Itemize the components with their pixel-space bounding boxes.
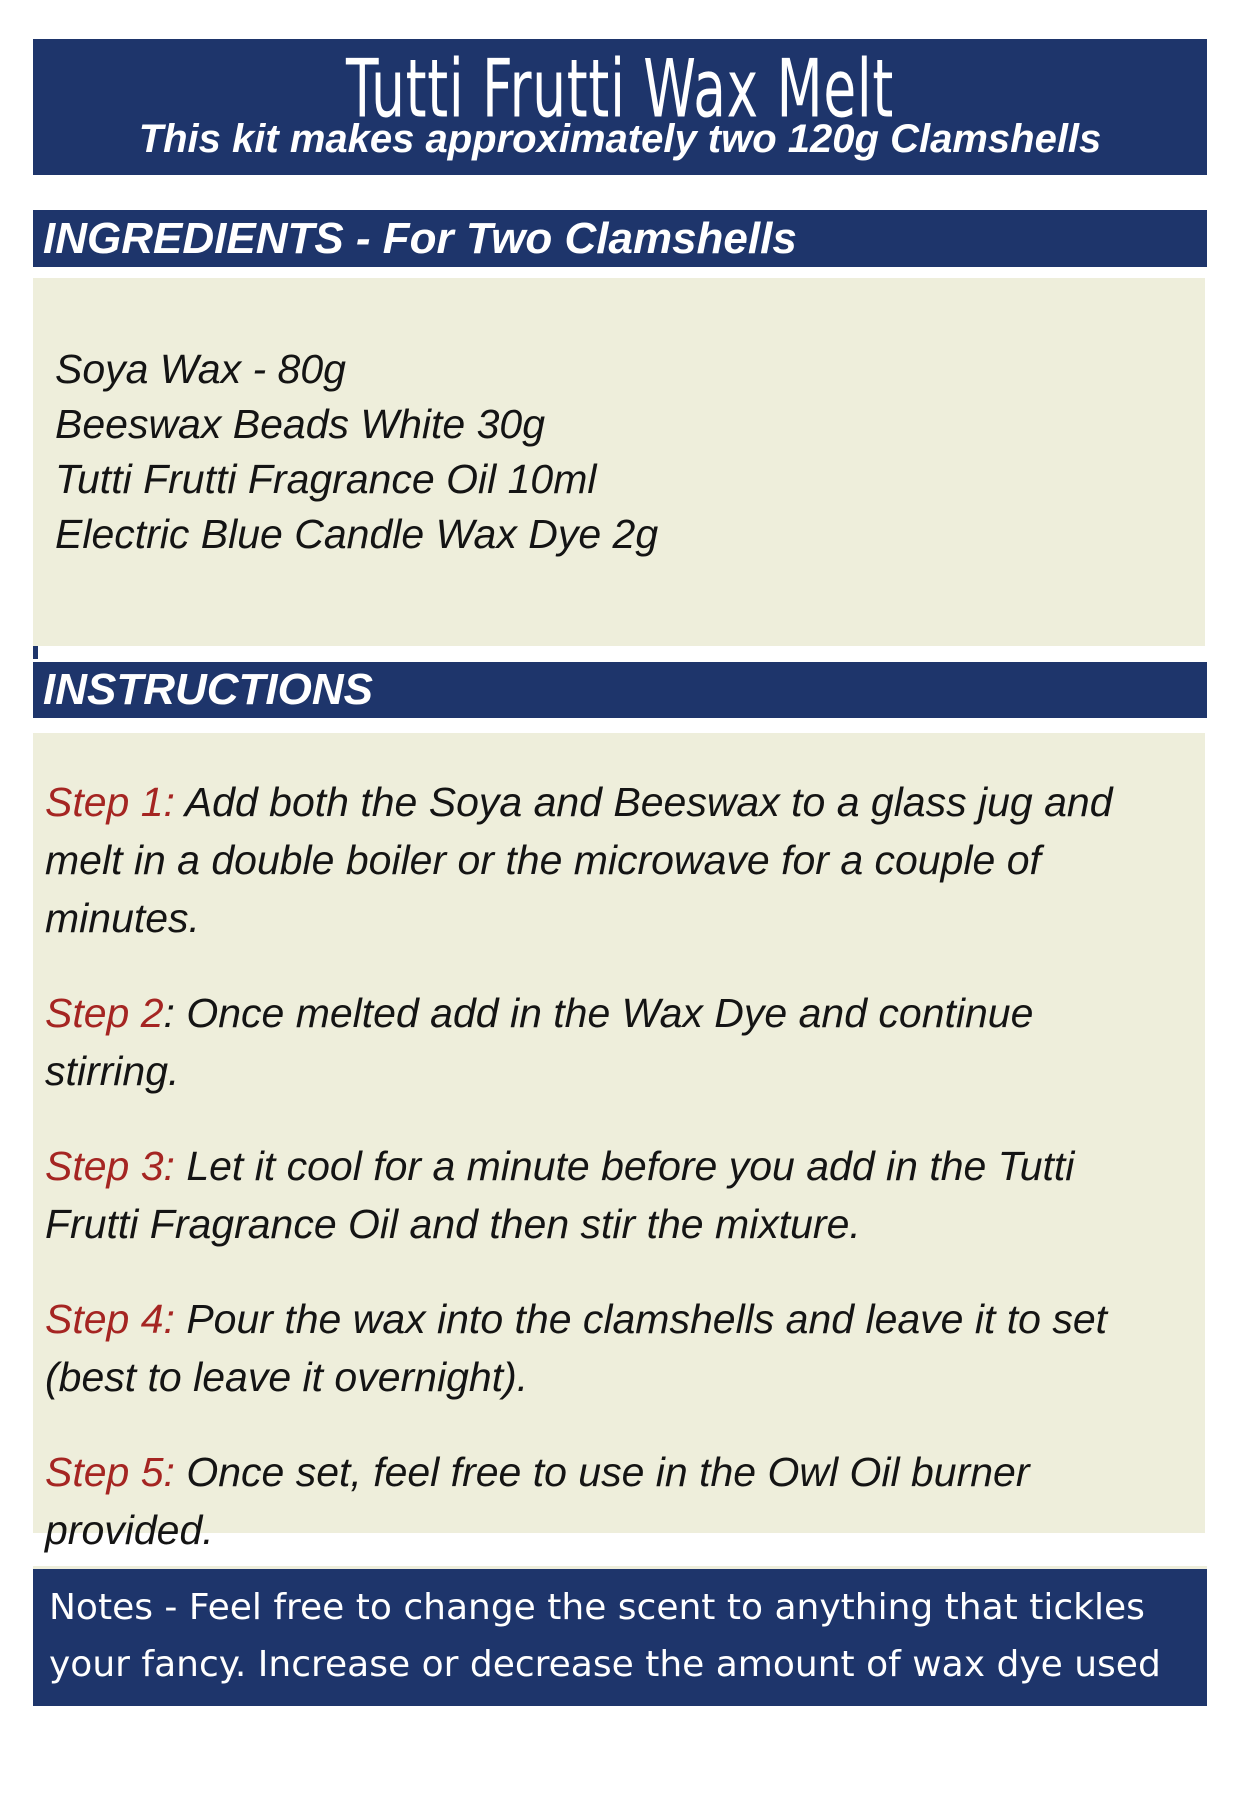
notes-text-line: your fancy. Increase or decrease the amount of wax dye used to bbox=[49, 1644, 1173, 1742]
step-5-label: Step 5: bbox=[45, 1449, 175, 1495]
step-4-paragraph bbox=[45, 1290, 1159, 1406]
step-text: : Once melted add in the Wax Dye and continue stirring. bbox=[45, 990, 1045, 1094]
page-title: Tutti Frutti Wax Melt bbox=[345, 41, 895, 136]
step-3-label: Step 3: bbox=[45, 1143, 175, 1189]
instructions-section-header bbox=[33, 662, 1207, 718]
step-4-label: Step 4: bbox=[45, 1296, 175, 1342]
title-banner bbox=[33, 39, 1207, 175]
step-line bbox=[45, 984, 1159, 1100]
step-1-label: Step 1: bbox=[45, 779, 175, 825]
page-subtitle: This kit makes approximately two 120g Clamshells bbox=[138, 117, 1102, 161]
step-line bbox=[45, 1290, 1159, 1348]
instructions-header-label: INSTRUCTIONS bbox=[43, 665, 373, 714]
ingredients-list bbox=[33, 278, 1205, 562]
step-2-label: Step 2 bbox=[45, 990, 164, 1036]
step-text: (best to leave it overnight). bbox=[45, 1354, 529, 1400]
notes-text-line: change the colour. bbox=[49, 1758, 384, 1799]
ingredient-item: Tutti Frutti Fragrance Oil 10ml bbox=[55, 456, 597, 502]
step-1-paragraph bbox=[45, 773, 1159, 947]
notes-box bbox=[33, 1566, 1207, 1799]
decorative-blue-sliver bbox=[33, 646, 38, 659]
step-text: Pour the wax into the clamshells and leave it to set bbox=[174, 1296, 1108, 1342]
step-text: Let it cool for a minute before you add in the Tutti bbox=[174, 1143, 1075, 1189]
step-text: Add both the Soya and Beeswax to a glass jug and bbox=[174, 779, 1113, 825]
ingredients-box bbox=[33, 278, 1205, 646]
instructions-box bbox=[33, 733, 1205, 1553]
step-text: minutes. bbox=[45, 895, 200, 941]
notes-text-line: Notes - Feel free to change the scent to anything that tickles bbox=[49, 1587, 1145, 1628]
ingredient-item: Soya Wax - 80g bbox=[55, 346, 346, 392]
step-3-paragraph bbox=[45, 1137, 1159, 1253]
step-line bbox=[45, 1137, 1159, 1195]
step-text: provided. bbox=[45, 1507, 214, 1553]
step-line bbox=[45, 1443, 1159, 1501]
ingredient-item: Beeswax Beads White 30g bbox=[55, 401, 545, 447]
step-2-paragraph bbox=[45, 984, 1159, 1100]
ingredient-item: Electric Blue Candle Wax Dye 2g bbox=[55, 511, 659, 557]
step-text: Once set, feel free to use in the Owl Oil burner bbox=[174, 1449, 1030, 1495]
step-text: Frutti Fragrance Oil and then stir the mixture. bbox=[45, 1201, 861, 1247]
step-text: melt in a double boiler or the microwave for a couple of bbox=[45, 837, 1041, 883]
ingredients-header-label: INGREDIENTS - For Two Clamshells bbox=[43, 213, 797, 263]
step-line bbox=[45, 773, 1159, 831]
step-5-paragraph bbox=[45, 1443, 1159, 1559]
ingredients-section-header bbox=[33, 210, 1207, 267]
